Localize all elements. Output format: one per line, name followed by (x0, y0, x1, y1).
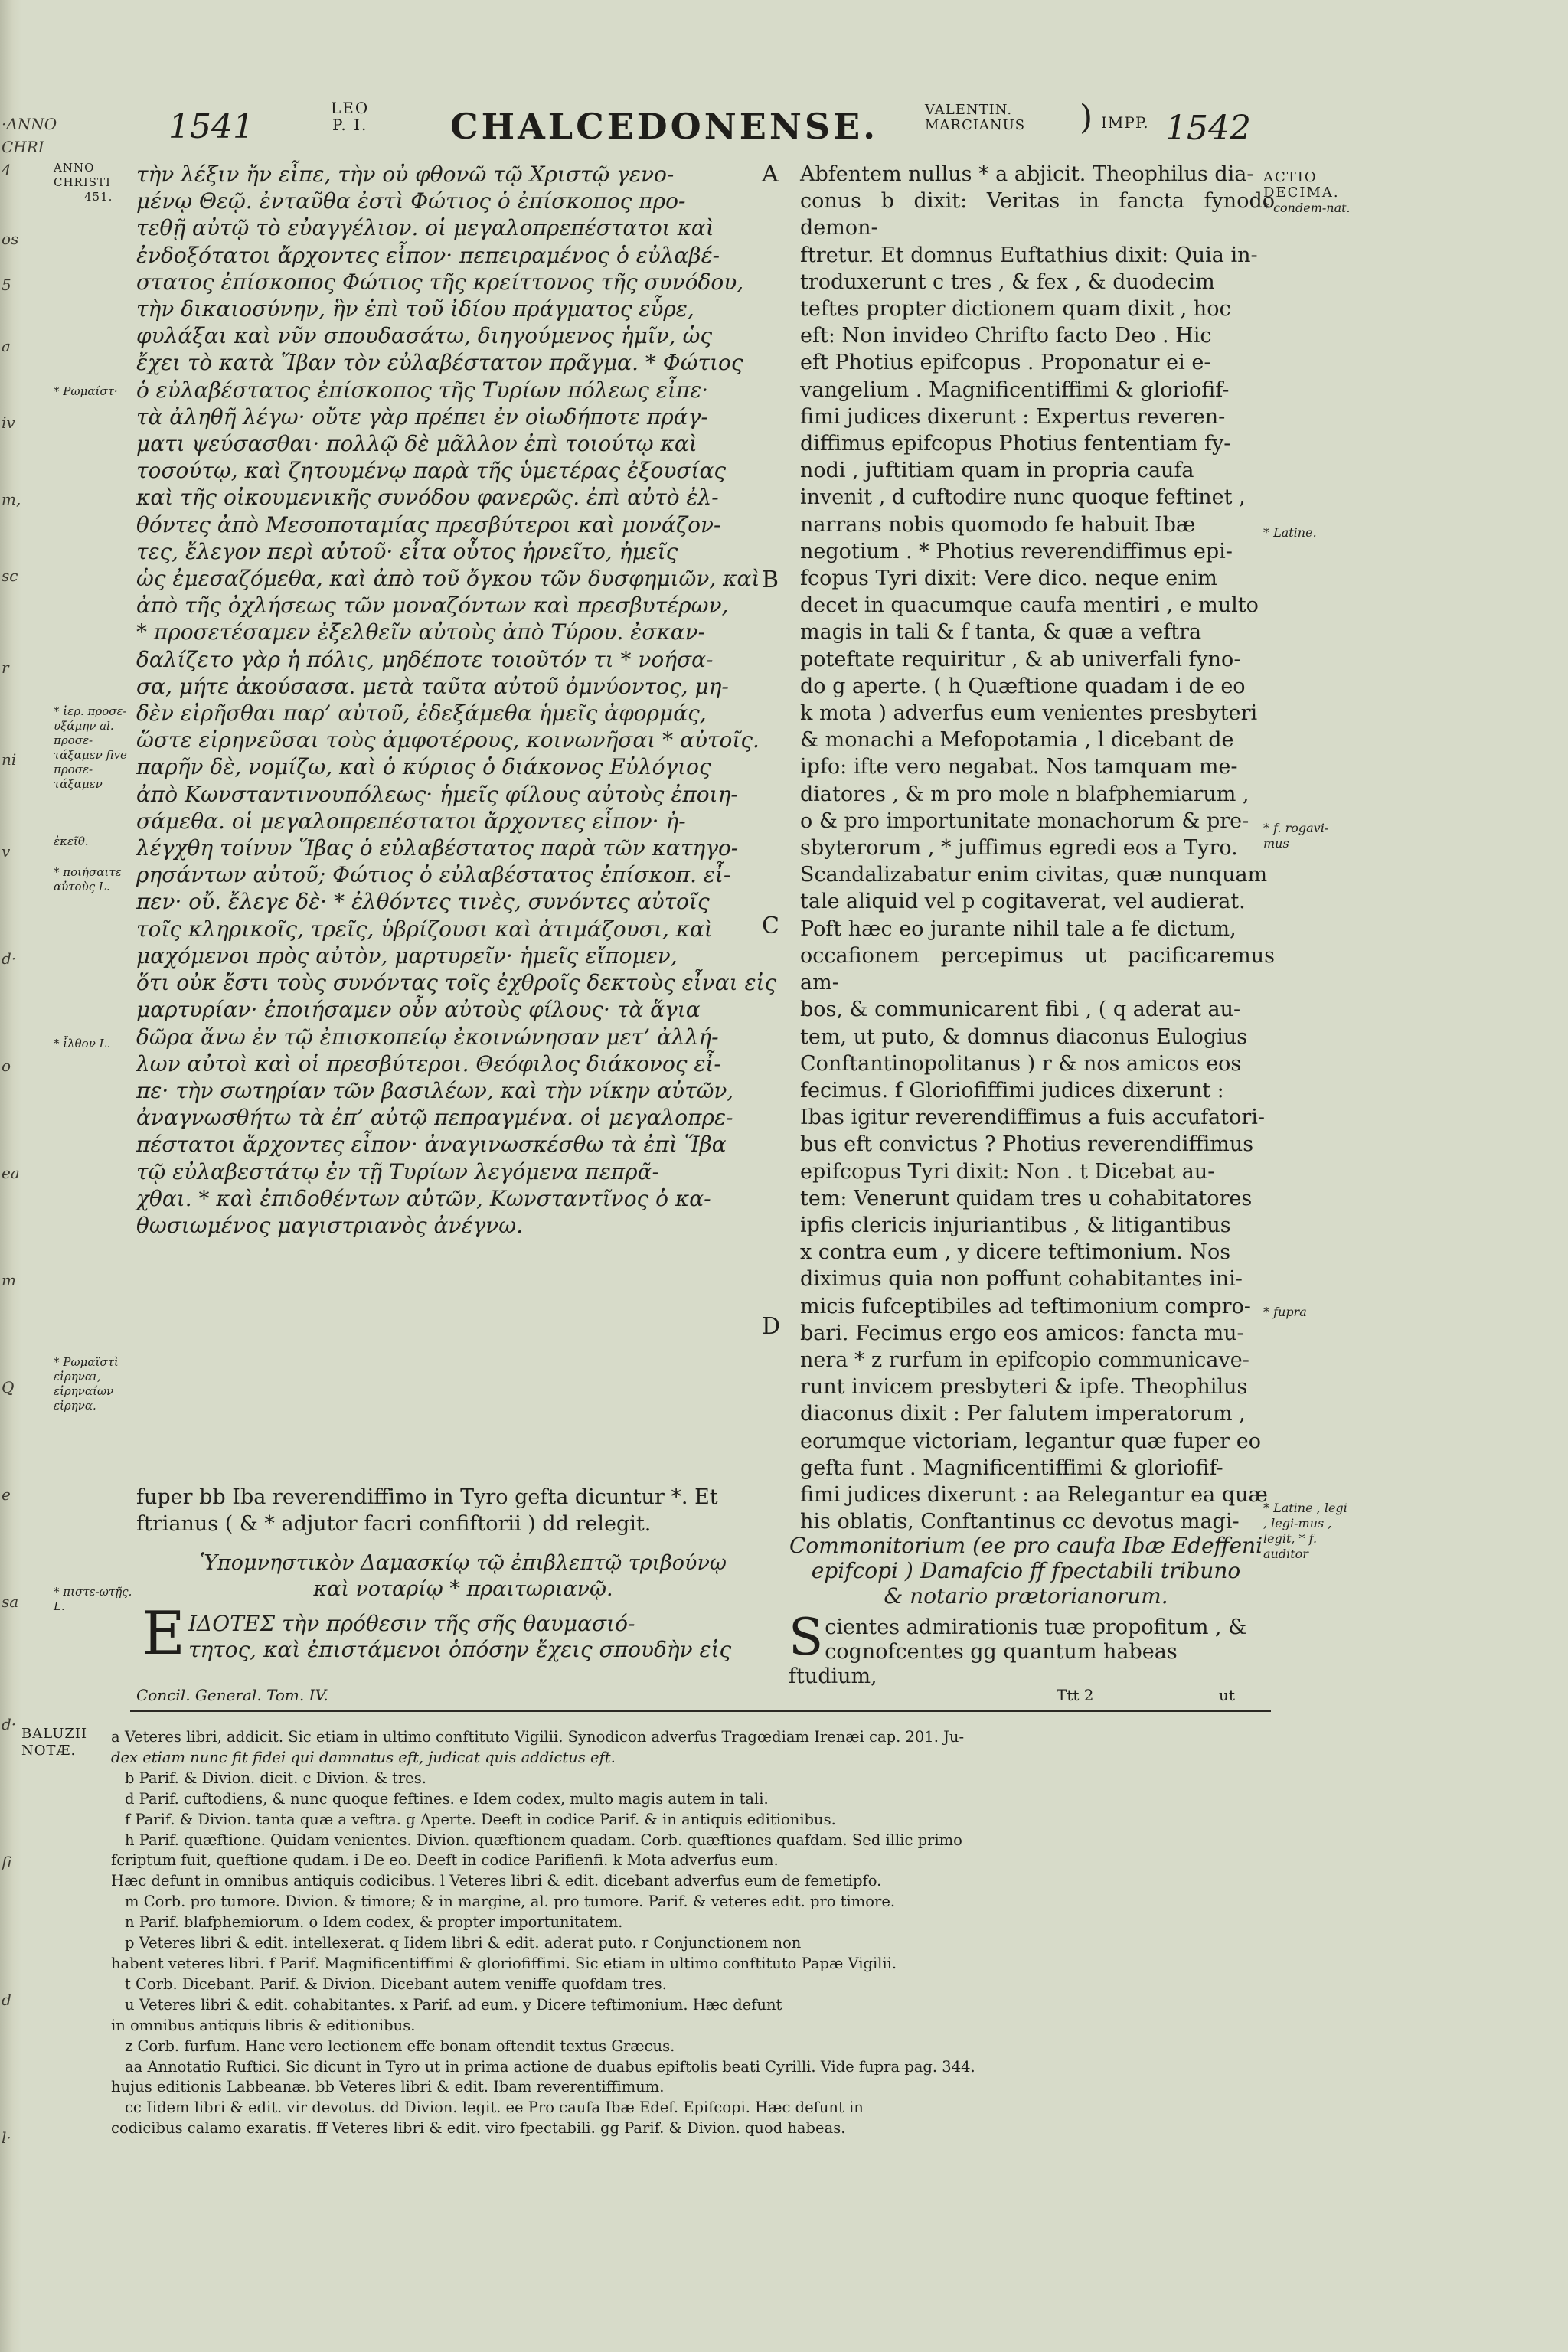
latin-line: k mota ) adverfus eum venientes presbyteri (800, 701, 1258, 726)
greek-line: καὶ τῆς οἰκουμενικῆς συνόδου φανερῶς. ἐπὶ αὐτὸ ἐλ- (136, 485, 719, 511)
greek-line: πεν· οὔ. ἔλεγε δὲ· * ἐλθόντες τινὲς, συνόντες αὐτοῖς (136, 889, 710, 915)
gutter-fragment: l· (2, 2128, 11, 2147)
latin-line: vangelium . Magnificentiffimi & gloriofif- (800, 377, 1230, 402)
latin-line: troduxerunt c tres , & fex , & duodecim (800, 270, 1215, 294)
gutter-fragment: sc (2, 567, 18, 585)
running-head (31, 84, 1554, 161)
section-letter: B (762, 567, 779, 593)
latin-line: ipfo: ifte vero negabat. Nos tamquam me- (800, 755, 1238, 779)
note-line: u Veteres libri & edit. cohabitantes. x Parif. ad eum. y Dicere teftimonium. Hæc defunt (125, 1995, 782, 2014)
note-line: m Corb. pro tumore. Divion. & timore; & in margine, al. pro tumore. Parif. & veteres edit. pro timore. (125, 1893, 896, 1911)
fullwidth-line: fuper bb Iba reverendiffimo in Tyro gefta dicuntur *. Et (136, 1485, 718, 1509)
commonitorium-heading-latin: Commonitorium (ee pro caufa Ibæ Edeffeni epifcopi ) Damafcio ff fpectabili tribuno & notario prætorianorum. (789, 1533, 1263, 1609)
greek-line: ὥστε εἰρηνεῦσαι τοὺς ἀμφοτέρους, κοινωνῆσαι * αὐτοῖς. (136, 727, 760, 753)
section-letter: D (762, 1313, 781, 1340)
note-line: d Parif. cuftodiens, & nunc quoque feftines. e Idem codex, multo magis autem in tali. (125, 1789, 769, 1808)
gutter-fragment: Q (2, 1378, 15, 1396)
latin-line: his oblatis, Conftantinus cc devotus magi- (800, 1510, 1240, 1534)
latin-line: fimi judices dixerunt : Expertus reveren- (800, 404, 1226, 429)
commonitorium-heading-greek: Ὑπομνηστικὸν Δαμασκίῳ τῷ ἐπιβλεπτῷ τριβούνῳ καὶ νοταρίῳ * πραιτωριανῷ. (200, 1551, 727, 1601)
gutter-fragment: ni (2, 750, 17, 769)
note-line: z Corb. furfum. Hanc vero lectionem effe bonam oftendit textus Græcus. (125, 2037, 675, 2055)
note-line: dex etiam nunc fit fidei qui damnatus eft, judicat quis addictus eft. (111, 1748, 616, 1766)
greek-line: ὅτι οὐκ ἔστι τοὺς συνόντας τοῖς ἐχθροῖς δεκτοὺς εἶναι εἰς (136, 970, 777, 996)
latin-line: Abfentem nullus * a abjicit. Theophilus dia- (800, 162, 1254, 186)
greek-line: στατος ἐπίσκοπος Φώτιος τῆς κρείττονος τῆς συνόδου, (136, 269, 744, 295)
greek-line: τὴν λέξιν ἤν εἶπε, τὴν οὐ φθονῶ τῷ Χριστῷ γενο- (136, 162, 675, 187)
fullwidth-text (136, 1484, 1269, 1537)
page-number-right: 1542 (1165, 109, 1251, 148)
latin-line: negotium . * Photius reverendiffimus epi- (800, 539, 1233, 564)
greek-line: ὁ εὐλαβέστατος ἐπίσκοπος τῆς Τυρίων πόλεως εἶπε· (136, 377, 709, 403)
latin-line: bus eft convictus ? Photius reverendiffimus (800, 1132, 1254, 1157)
greek-line: τὰ ἀληθῆ λέγω· οὔτε γὰρ πρέπει ἐν οἱωδήποτε πράγ- (136, 403, 708, 430)
latin-line: decet in quacumque caufa mentiri , e multo (800, 593, 1259, 618)
margin-note-left: * ποιήσαιτε αὐτοὺς L. (54, 865, 122, 893)
pope-name: LEO P. I. (331, 99, 370, 134)
gutter-fragment: o (2, 1057, 11, 1075)
latin-line: runt invicem presbyteri & ipfe. Theophilus (800, 1375, 1248, 1400)
latin-line: bari. Fecimus ergo eos amicos: fancta mu- (800, 1321, 1244, 1345)
latin-line: poteftate requiritur , & ab univerfali fyno- (800, 647, 1241, 671)
greek-line: ἐνδοξότατοι ἄρχοντες εἶπον· πεπειραμένος ὁ εὐλαβέ- (136, 242, 720, 268)
gutter-fragment: v (2, 842, 11, 861)
greek-line: * προσετέσαμεν ἐξελθεῖν αὐτοὺς ἀπὸ Τύρου. ἐσκαν- (136, 619, 706, 645)
latin-line: do g aperte. ( h Quæftione quadam i de eo (800, 674, 1246, 698)
latin-line: eft Photius epifcopus . Proponatur ei e- (800, 351, 1211, 375)
gutter-fragment: sa (2, 1592, 19, 1611)
gutter-fragment: 4 (2, 161, 11, 179)
greek-line: δὲν εἰρῆσθαι παρ’ αὐτοῦ, ἐδεξάμεθα ἡμεῖς ἀφορμάς, (136, 701, 707, 727)
latin-line: o & pro importunitate monachorum & pre- (800, 808, 1250, 833)
gutter-fragment: r (2, 658, 9, 677)
greek-line: δαλίζετο γὰρ ἡ πόλις, μηδέποτε τοιοῦτόν τι * νοήσα- (136, 646, 714, 672)
greek-line: λων αὐτοὶ καὶ οἱ πρεσβύτεροι. Θεόφιλος διάκονος εἶ- (136, 1050, 721, 1076)
note-line: fcriptum fuit, queftione qudam. i De eo. Deeft in codice Parifienfi. k Mota adverfus eum. (111, 1851, 779, 1870)
note-line: cc Iidem libri & edit. vir devotus. dd Divion. legit. ee Pro caufa Ibæ Edef. Epifcopi. Hæc defunt in (125, 2099, 864, 2117)
latin-line: bos, & communicarent fibi , ( q aderat au- (800, 998, 1241, 1022)
latin-line: invenit , d cuftodire nunc quoque feftinet , (800, 485, 1246, 510)
signature-mark: Ttt 2 (1057, 1686, 1094, 1704)
brace-glyph: ) (1080, 98, 1093, 137)
latin-line: Ibas igitur reverendiffimus a fuis accufatori- (800, 1106, 1266, 1130)
note-line: Hæc defunt in omnibus antiquis codicibus. l Veteres libri & edit. dicebant adverfus eum de femetipfo. (111, 1872, 882, 1890)
fullwidth-line: ftrianus ( & * adjutor facri confiftorii ) dd relegit. (136, 1512, 652, 1536)
margin-note-left: * ἱερ. προσε-υξάμην al. προσε-τάξαμεν five προσε-τάξαμεν (54, 704, 127, 791)
note-line: codicibus calamo exaratis. ff Veteres libri & edit. viro fpectabili. gg Parif. & Divion. quod habeas. (111, 2119, 846, 2138)
section-letter: A (762, 161, 779, 188)
signature-line: Concil. General. Tom. IV. (136, 1686, 328, 1704)
latin-line: eorumque victoriam, legantur quæ fuper eo (800, 1429, 1262, 1453)
latin-line: Poft hæc eo jurante nihil tale a fe dictum, (800, 916, 1236, 941)
note-line: t Corb. Dicebant. Parif. & Divion. Dicebant autem veniffe quofdam tres. (125, 1975, 667, 1993)
margin-note-left: * Pωμαίστ· (54, 384, 118, 398)
greek-line: ἀπὸ τῆς ὀχλήσεως τῶν μοναζόντων καὶ πρεσβυτέρων, (136, 593, 729, 619)
greek-line: ἀναγνωσθήτω τὰ ἐπ’ αὐτῷ πεπραγμένα. οἱ μεγαλοπρε- (136, 1105, 733, 1131)
note-line: h Parif. quæftione. Quidam venientes. Divion. quæftionem quadam. Corb. quæftiones quafdam. Sed illic primo (125, 1831, 962, 1849)
note-line: hujus editionis Labbeanæ. bb Veteres libri & edit. Ibam reverentiffimum. (111, 2078, 665, 2096)
greek-line: θόντες ἀπὸ Μεσοποταμίας πρεσβύτεροι καὶ μονάζον- (136, 511, 721, 537)
greek-line: πέστατοι ἄρχοντες εἶπον· ἀναγινωσκέσθω τὰ ἐπὶ Ἵβα (136, 1132, 727, 1158)
latin-line: diffimus epifcopus Photius fententiam fy- (800, 432, 1231, 456)
latin-line: conus b dixit: Veritas in fancta fynodo demon- (800, 189, 1275, 240)
margin-note-right: * Latine , legi , legi-mus , legit, * f. auditor (1263, 1501, 1348, 1561)
catchword: ut (1219, 1686, 1235, 1704)
gutter-fragment: ·ANNO (2, 115, 57, 133)
gutter-fragment: fi (2, 1853, 12, 1871)
margin-note-right: * Latine. (1263, 525, 1317, 540)
latin-line: diaconus dixit : Per falutem imperatorum , (800, 1402, 1246, 1426)
gutter-fragment: os (2, 230, 19, 248)
greek-line: μαρτυρίαν· ἐποιήσαμεν οὖν αὐτοὺς φίλους· τὰ ἅγια (136, 997, 701, 1023)
latin-line: occafionem percepimus ut pacificaremus am- (800, 943, 1275, 995)
gutter-fragment: e (2, 1485, 11, 1504)
section-letter: C (762, 913, 779, 939)
note-line: n Parif. blafphemiorum. o Idem codex, & propter importunitatem. (125, 1913, 623, 1932)
latin-line: sbyterorum , * juffimus egredi eos a Tyro. (800, 836, 1238, 861)
margin-note-left: * πιστε-ωτῇς. L. (54, 1585, 132, 1613)
emperors: VALENTIN. MARCIANUS (925, 102, 1026, 133)
greek-line: ἀπὸ Κωνσταντινουπόλεως· ἡμεῖς φίλους αὐτοὺς ἐποιη- (136, 781, 738, 807)
latin-line: epifcopus Tyri dixit: Non . t Dicebat au- (800, 1159, 1215, 1184)
latin-line: diatores , & m pro mole n blafphemiarum , (800, 782, 1250, 806)
latin-line: ipfis clericis injuriantibus , & litigantibus (800, 1213, 1231, 1237)
drop-cap: S (789, 1608, 824, 1667)
latin-line: teftes propter dictionem quam dixit , hoc (800, 297, 1231, 322)
greek-line: τες, ἔλεγον περὶ αὐτοῦ· εἶτα οὗτος ἠρνεῖτο, ἡμεῖς (136, 538, 678, 564)
greek-line: μαχόμενοι πρὸς αὐτὸν, μαρτυρεῖν· ἡμεῖς εἴπομεν, (136, 942, 678, 969)
greek-line: πε· τὴν σωτηρίαν τῶν βασιλέων, καὶ τὴν νίκην αὐτῶν, (136, 1077, 734, 1103)
latin-line: tem: Venerunt quidam tres u cohabitatores (800, 1186, 1253, 1210)
greek-line: τοσούτῳ, καὶ ζητουμένῳ παρὰ τῆς ὑμετέρας ἐξουσίας (136, 458, 727, 484)
note-line: p Veteres libri & edit. intellexerat. q Iidem libri & edit. aderat puto. r Conjunctionem non (125, 1934, 802, 1952)
greek-line: ματι ψεύσασθαι· πολλῷ δὲ μᾶλλον ἐπὶ τοιούτῳ καὶ (136, 431, 697, 457)
latin-line: Scandalizabatur enim civitas, quæ nunquam (800, 863, 1268, 887)
page-number-left: 1541 (168, 107, 254, 146)
latin-line: eft: Non invideo Chrifto facto Deo . Hic (800, 324, 1212, 348)
note-line: f Parif. & Divion. tanta quæ a veftra. g Aperte. Deeft in codice Parif. & in antiquis editionibus. (125, 1810, 836, 1828)
gutter-fragment: m (2, 1271, 16, 1289)
latin-line: tem, ut puto, & domnus diaconus Eulogius (800, 1024, 1248, 1049)
greek-line: τῷ εὐλαβεστάτῳ ἐν τῇ Τυρίων λεγόμενα πεπρᾶ- (136, 1158, 659, 1184)
greek-line: θωσιωμένος μαγιστριανὸς ἀνέγνω. (136, 1212, 523, 1238)
gutter-fragment: d· (2, 949, 17, 968)
gutter-fragment: m, (2, 490, 21, 508)
impp-label: IMPP. (1101, 113, 1149, 132)
greek-line: χθαι. * καὶ ἐπιδοθέντων αὐτῶν, Κωνσταντῖνος ὁ κα- (136, 1185, 711, 1211)
latin-line: micis fufceptibiles ad teftimonium compro- (800, 1294, 1251, 1318)
margin-note-right: * fupra (1263, 1305, 1307, 1319)
gutter-fragment: CHRI (2, 138, 44, 156)
greek-line: σάμεθα. οἱ μεγαλοπρεπέστατοι ἄρχοντες εἶπον· ἠ- (136, 808, 686, 834)
gutter-fragment: a (2, 337, 11, 355)
margin-note-left: * Pωμαϊστὶ εἰρηναι, εἰρηναίων εἰρηνα. (54, 1355, 119, 1413)
greek-line: δῶρα ἄνω ἐν τῷ ἐπισκοπείῳ ἐκοινώνησαν μετ’ ἀλλή- (136, 1024, 719, 1050)
latin-line: tale aliquid vel p cogitaverat, vel audierat. (800, 890, 1246, 914)
greek-line: ἔχει τὸ κατὰ Ἵβαν τὸν εὐλαβέστατον πρᾶγμα. * Φώτιος (136, 350, 743, 376)
page-title: CHALCEDONENSE. (450, 106, 879, 147)
margin-note-left: ἐκεῖθ. (54, 835, 89, 848)
scientes-paragraph: S cientes admirationis tuæ propofitum , & cognofcentes gg quantum habeas ftudium, (789, 1608, 1247, 1688)
greek-line: ὡς ἐμεσαζόμεθα, καὶ ἀπὸ τοῦ ὄγκου τῶν δυσφημιῶν, καὶ (136, 566, 760, 592)
baluze-notes (111, 1727, 1279, 2139)
gutter-fragment: 5 (2, 276, 11, 294)
latin-line: fecimus. f Gloriofiffimi judices dixerunt : (800, 1078, 1224, 1102)
gutter-fragment: d (2, 1991, 11, 2009)
latin-line: nera * z rurfum in epifcopio communicave- (800, 1348, 1250, 1372)
greek-line: παρῆν δὲ, νομίζω, καὶ ὁ κύριος ὁ διάκονος Εὐλόγιος (136, 754, 711, 780)
anno-christi-note: ANNO CHRISTI 451. (54, 161, 113, 204)
gutter-fragment: ea (2, 1164, 20, 1182)
eidotes-paragraph: E IΔOTEΣ τὴν πρόθεσιν τῆς σῆς θαυμασιό- τητος, καὶ ἐπιστάμενοι ὁπόσην ἔχεις σπουδὴν εἰς (142, 1599, 732, 1668)
latin-line: ftretur. Et domnus Euftathius dixit: Quia in- (800, 243, 1258, 267)
actio-label: ACTIO DECIMA. * condem-nat. (1263, 169, 1351, 215)
latin-line: diximus quia non poffunt cohabitantes ini- (800, 1267, 1243, 1292)
greek-line: σα, μήτε ἀκούσασα. μετὰ ταῦτα αὐτοῦ ὀμνύοντος, μη- (136, 673, 729, 699)
latin-line: x contra eum , y dicere teftimonium. Nos (800, 1240, 1231, 1265)
margin-note-right: * f. rogavi-mus (1263, 821, 1329, 851)
greek-line: τεθῇ αὐτῷ τὸ εὐαγγέλιον. οἱ μεγαλοπρεπέστατοι καὶ (136, 215, 714, 241)
notes-divider (130, 1710, 1271, 1712)
note-line: habent veteres libri. f Parif. Magnificentiffimi & gloriofiffimi. Sic etiam in ultimo conftituto Papæ Vigilii. (111, 1954, 897, 1972)
latin-line: magis in tali & f tanta, & quæ a veftra (800, 620, 1202, 645)
greek-line: ρησάντων αὐτοῦ; Φώτιος ὁ εὐλαβέστατος ἐπίσκοπ. εἶ- (136, 862, 731, 888)
gutter-fragment: d· (2, 1715, 17, 1733)
greek-column (136, 161, 787, 1239)
note-line: aa Annotatio Ruftici. Sic dicunt in Tyro ut in prima actione de duabus epiftolis beati Cyrilli. Vide fupra pag. 344. (125, 2057, 975, 2076)
greek-line: τοῖς κληρικοῖς, τρεῖς, ὑβρίζουσι καὶ ἀτιμάζουσι, καὶ (136, 916, 713, 942)
latin-line: narrans nobis quomodo fe habuit Ibæ (800, 512, 1196, 537)
gutter-fragment: iv (2, 413, 15, 432)
greek-line: μένῳ Θεῷ. ἐνταῦθα ἐστὶ Φώτιος ὁ ἐπίσκοπος προ- (136, 188, 686, 214)
margin-note-left: * ἷλθον L. (54, 1037, 111, 1050)
greek-line: λέγχθη τοίνυν Ἵβας ὁ εὐλαβέστατος παρὰ τῶν κατηγο- (136, 835, 739, 861)
latin-line: Conftantinopolitanus ) r & nos amicos eos (800, 1051, 1242, 1076)
latin-line: fcopus Tyri dixit: Vere dico. neque enim (800, 567, 1217, 591)
note-line: a Veteres libri, addicit. Sic etiam in ultimo conftituto Vigilii. Synodicon adverfus Tragœdiam Irenæi cap. 201. Ju- (111, 1728, 965, 1746)
latin-line: fimi judices dixerunt : aa Relegantur ea quæ (800, 1482, 1268, 1507)
drop-cap: E (142, 1599, 185, 1668)
latin-line: & monachi a Mefopotamia , l dicebant de (800, 728, 1234, 753)
greek-line: τὴν δικαιοσύνην, ἣν ἐπὶ τοῦ ἰδίου πράγματος εὗρε, (136, 296, 694, 322)
latin-line: gefta funt . Magnificentiffimi & gloriofif- (800, 1455, 1223, 1480)
latin-column (800, 161, 1275, 1535)
greek-line: φυλάξαι καὶ νῦν σπουδασάτω, διηγούμενος ἡμῖν, ὡς (136, 323, 713, 349)
notes-heading: BALUZII NOTÆ. (21, 1726, 88, 1759)
note-line: in omnibus antiquis libris & editionibus. (111, 2016, 416, 2034)
note-line: b Parif. & Divion. dicit. c Divion. & tres. (125, 1769, 426, 1787)
latin-line: nodi , juftitiam quam in propria caufa (800, 459, 1194, 483)
